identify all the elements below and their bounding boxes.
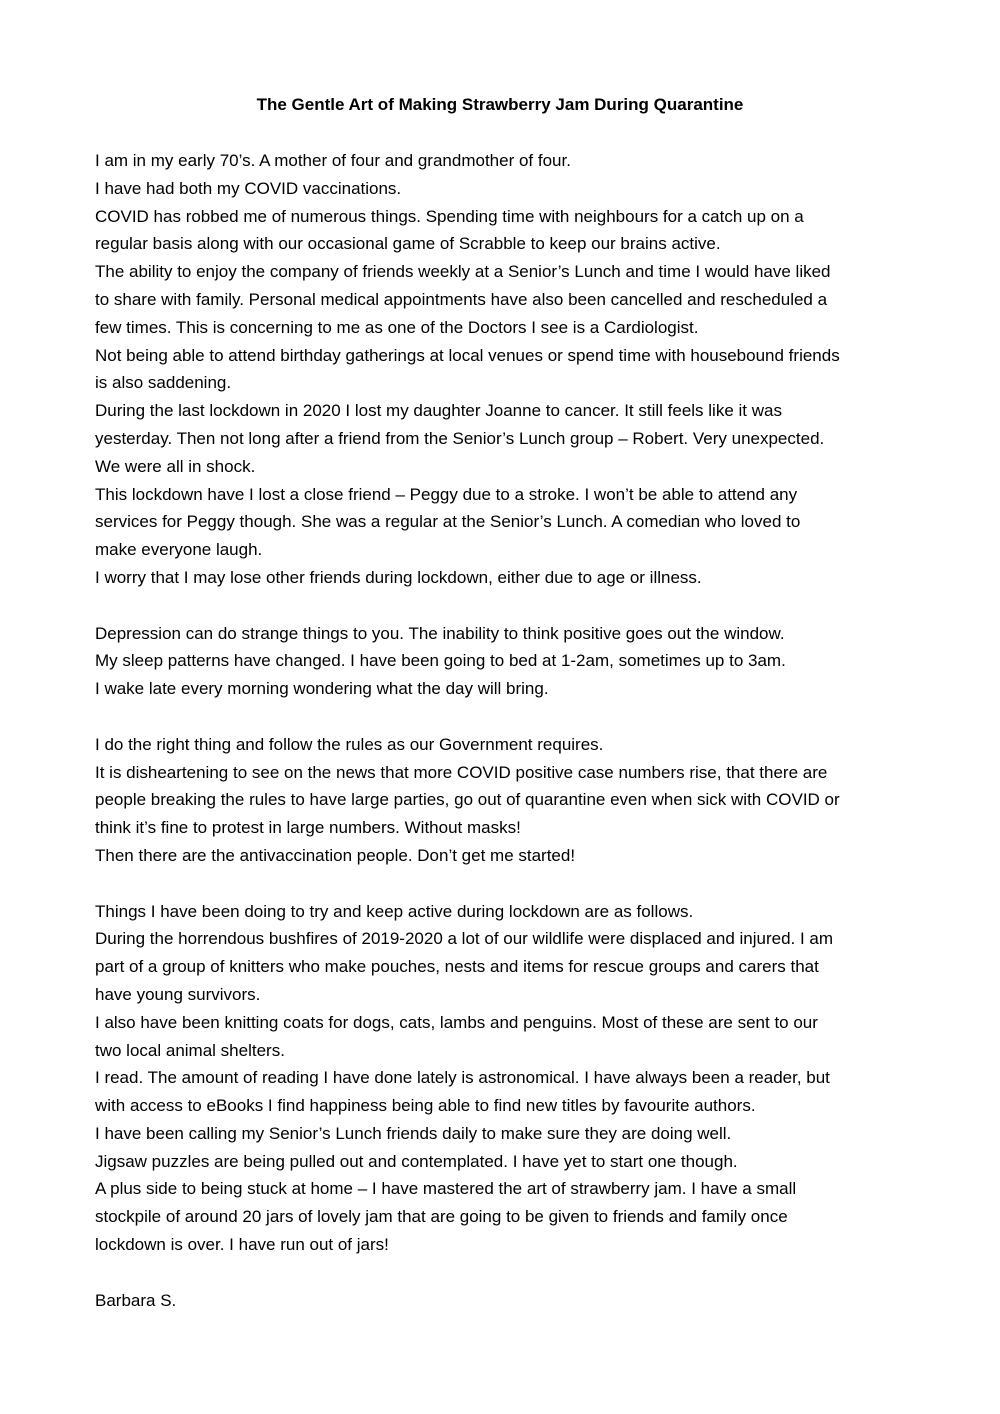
text-line: people breaking the rules to have large parties, go out of quarantine even when sick with COVID or — [95, 790, 840, 810]
text-line: We were all in shock. — [95, 456, 256, 476]
text-line: part of a group of knitters who make pouches, nests and items for rescue groups and carers that — [95, 957, 819, 977]
text-line: I have had both my COVID vaccinations. — [95, 178, 402, 198]
text-line: two local animal shelters. — [95, 1040, 285, 1060]
text-line: I do the right thing and follow the rules as our Government requires. — [95, 734, 604, 754]
text-line: services for Peggy though. She was a regular at the Senior’s Lunch. A comedian who loved to — [95, 512, 801, 532]
text-line: I read. The amount of reading I have done lately is astronomical. I have always been a reader, but — [95, 1068, 830, 1088]
blank-line — [95, 870, 925, 898]
signature: Barbara S. — [95, 1290, 177, 1310]
text-line: COVID has robbed me of numerous things. Spending time with neighbours for a catch up on a — [95, 206, 804, 226]
document-body — [95, 147, 925, 1314]
text-line: Then there are the antivaccination people. Don’t get me started! — [95, 845, 576, 865]
text-line: lockdown is over. I have run out of jars! — [95, 1235, 389, 1255]
text-line: I worry that I may lose other friends during lockdown, either due to age or illness. — [95, 567, 702, 587]
text-line: Things I have been doing to try and keep active during lockdown are as follows. — [95, 901, 694, 921]
text-line: I wake late every morning wondering what the day will bring. — [95, 679, 549, 699]
text-line: is also saddening. — [95, 373, 232, 393]
blank-line — [95, 592, 925, 620]
text-line: yesterday. Then not long after a friend from the Senior’s Lunch group – Robert. Very unexpected. — [95, 428, 825, 448]
blank-line — [95, 1259, 925, 1287]
text-line: make everyone laugh. — [95, 540, 263, 560]
text-line: During the horrendous bushfires of 2019-2020 a lot of our wildlife were displaced and injured. I am — [95, 929, 834, 949]
blank-line — [95, 703, 925, 731]
document-title: The Gentle Art of Making Strawberry Jam During Quarantine — [256, 95, 744, 114]
text-line: I also have been knitting coats for dogs, cats, lambs and penguins. Most of these are sent to our — [95, 1012, 818, 1032]
text-line: with access to eBooks I find happiness being able to find new titles by favourite authors. — [95, 1096, 756, 1116]
text-line: It is disheartening to see on the news that more COVID positive case numbers rise, that there are — [95, 762, 828, 782]
text-line: Not being able to attend birthday gatherings at local venues or spend time with housebound friends — [95, 345, 840, 365]
text-line: Depression can do strange things to you. The inability to think positive goes out the window. — [95, 623, 785, 643]
text-line: regular basis along with our occasional game of Scrabble to keep our brains active. — [95, 234, 721, 254]
text-line: think it’s fine to protest in large numbers. Without masks! — [95, 818, 521, 838]
text-line: My sleep patterns have changed. I have been going to bed at 1-2am, sometimes up to 3am. — [95, 651, 786, 671]
text-line: This lockdown have I lost a close friend – Peggy due to a stroke. I won’t be able to attend any — [95, 484, 798, 504]
text-line: I am in my early 70’s. A mother of four and grandmother of four. — [95, 151, 571, 170]
text-line: I have been calling my Senior’s Lunch friends daily to make sure they are doing well. — [95, 1123, 732, 1143]
text-line: The ability to enjoy the company of friends weekly at a Senior’s Lunch and time I would have liked — [95, 262, 831, 282]
text-line: Jigsaw puzzles are being pulled out and contemplated. I have yet to start one though. — [95, 1151, 738, 1171]
text-line: During the last lockdown in 2020 I lost my daughter Joanne to cancer. It still feels like it was — [95, 401, 782, 421]
text-line: few times. This is concerning to me as one of the Doctors I see is a Cardiologist. — [95, 317, 699, 337]
text-line: stockpile of around 20 jars of lovely jam that are going to be given to friends and family once — [95, 1207, 788, 1227]
text-line: have young survivors. — [95, 984, 261, 1004]
text-line: A plus side to being stuck at home – I have mastered the art of strawberry jam. I have a small — [95, 1179, 797, 1199]
text-line: to share with family. Personal medical appointments have also been cancelled and rescheduled a — [95, 289, 828, 309]
